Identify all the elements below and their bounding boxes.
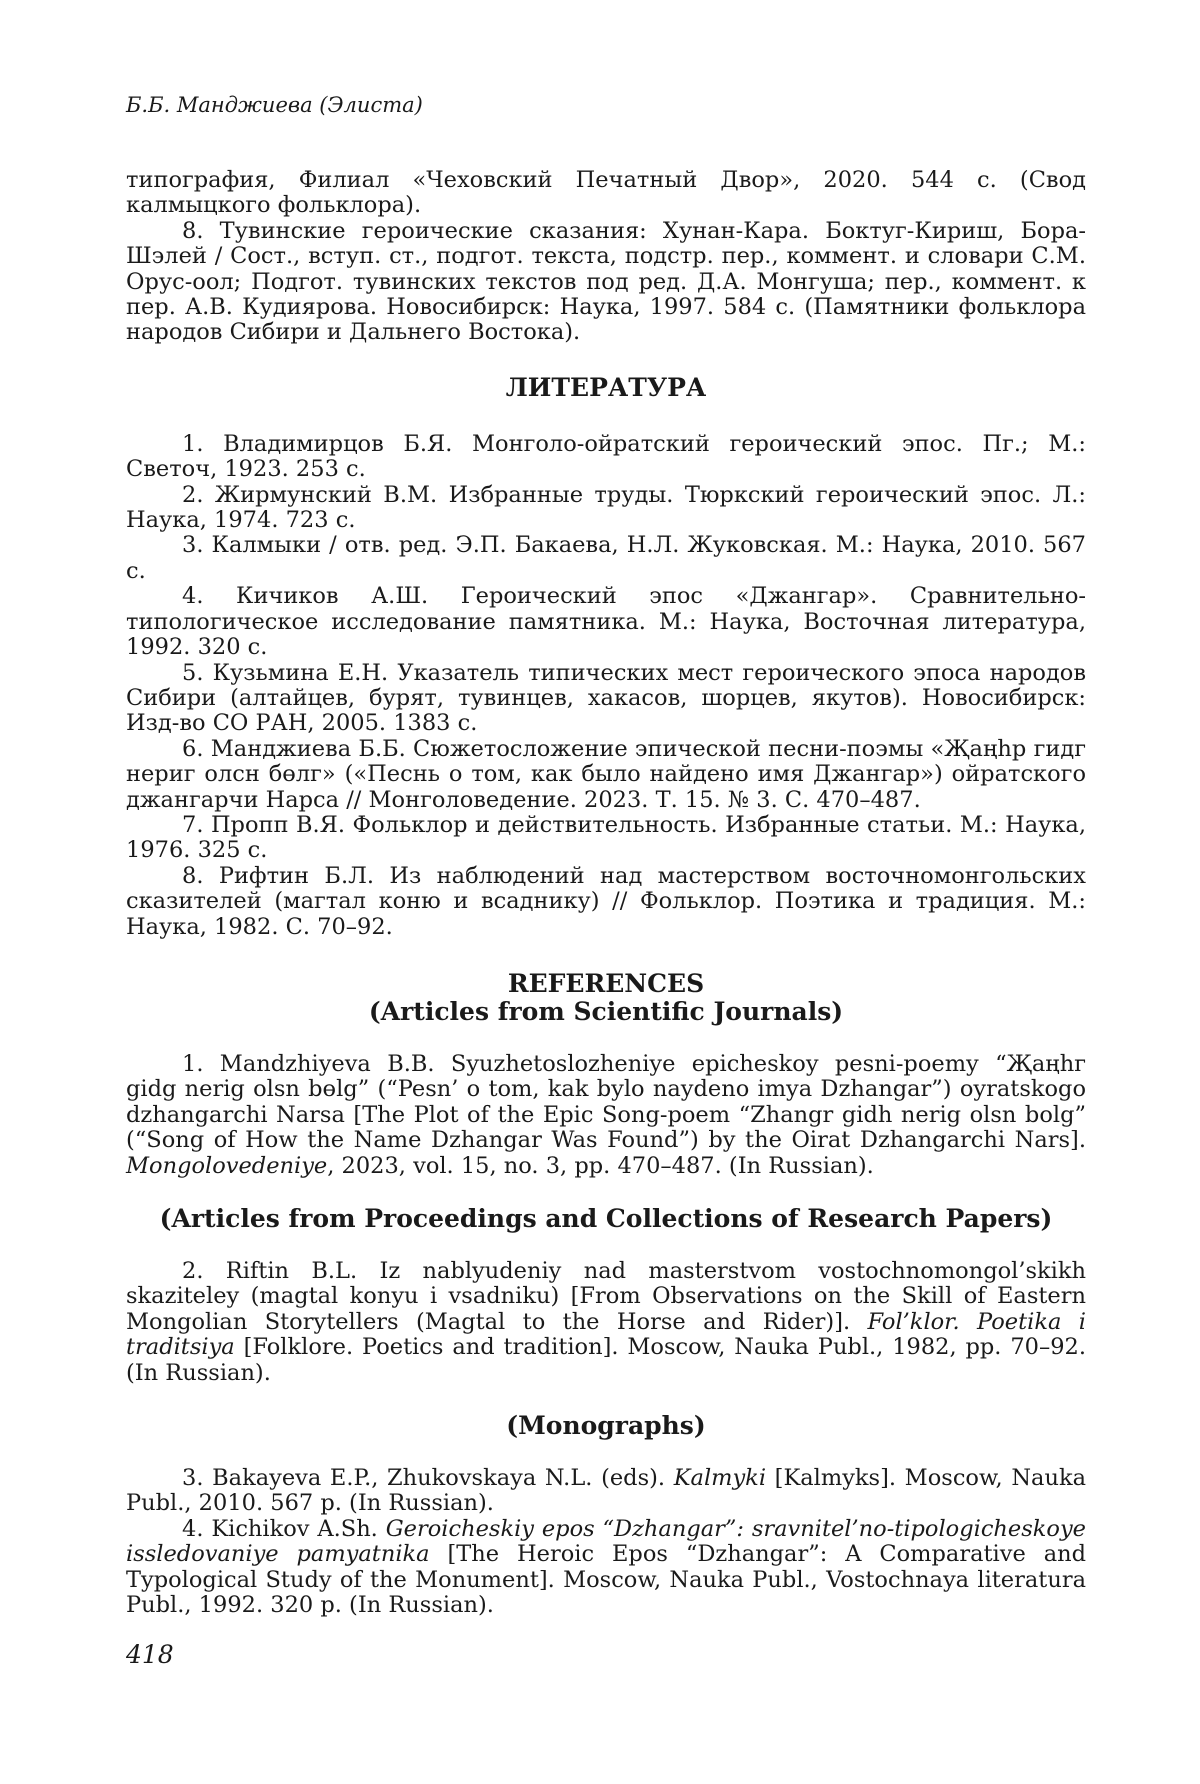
reference-item-1 xyxy=(126,1052,1086,1179)
ref2-text: 2. Riftin B.L. Iz nablyudeniy nad masterstvom vostochnomongol’skikh skaziteley (magtal konyu i vsadniku) [From Observations on the Skill of Eastern Mongolian Storytellers (Magtal to the Horse and Rider)]. xyxy=(126,1258,1086,1335)
page-number: 418 xyxy=(126,1640,174,1669)
ref2-title: Fol’klor. Poetika i traditsiya xyxy=(126,1309,1086,1360)
literature-item: 6. Манджиева Б.Б. Сюжетосложение эпической песни-поэмы «Җаңһр гидг нериг олсн бөлг» («Песнь о том, как было найдено имя Джангар») ойратского джангарчи Нарса // Монголоведение. 2023. Т. 15. № 3. С. 470–487. xyxy=(126,737,1086,813)
page-body xyxy=(126,168,1086,1618)
literature-heading: ЛИТЕРАТУРА xyxy=(126,374,1086,402)
literature-item: 7. Пропп В.Я. Фольклор и действительность. Избранные статьи. М.: Наука, 1976. 325 с. xyxy=(126,813,1086,864)
reference-item-2 xyxy=(126,1259,1086,1386)
literature-item: 3. Калмыки / отв. ред. Э.П. Бакаева, Н.Л. Жуковская. М.: Наука, 2010. 567 с. xyxy=(126,533,1086,584)
literature-item: 8. Рифтин Б.Л. Из наблюдений над мастерством восточномонгольских сказителей (магтал коню и всаднику) // Фольклор. Поэтика и традиция. М.: Наука, 1982. С. 70–92. xyxy=(126,864,1086,940)
ref1-text: 1. Mandzhiyeva B.B. Syuzhetoslozheniye epicheskoy pesni-poemy “Җаңһг gidg nerig olsn bөlg” (“Pesn’ o tom, kak bylo naydeno imya Dzhangar”) oyratskogo dzhangarchi Narsa [The Plot of the Epic Song-poem “Zhangr gidh nerig olsn bolg” (“Song of How the Name Dzhangar Was Found”) by the Oirat Dzhangarchi Nars]. xyxy=(126,1051,1086,1153)
ref1-details: , 2023, vol. 15, no. 3, pp. 470–487. (In Russian). xyxy=(327,1153,874,1179)
ref1-journal: Mongolovedeniye xyxy=(126,1153,327,1179)
reference-item-4 xyxy=(126,1517,1086,1619)
subheading-journals: (Articles from Scientific Journals) xyxy=(126,998,1086,1026)
references-heading: REFERENCES xyxy=(126,970,1086,998)
literature-item: 1. Владимирцов Б.Я. Монголо-ойратский героический эпос. Пг.; М.: Светоч, 1923. 253 с. xyxy=(126,432,1086,483)
literature-item: 4. Кичиков А.Ш. Героический эпос «Джангар». Сравнительно-типологическое исследование памятника. М.: Наука, Восточная литература, 1992. 320 с. xyxy=(126,584,1086,660)
reference-item-3 xyxy=(126,1466,1086,1517)
document-page xyxy=(0,0,1200,1784)
literature-item: 5. Кузьмина Е.Н. Указатель типических мест героического эпоса народов Сибири (алтайцев, бурят, тувинцев, хакасов, шорцев, якутов). Новосибирск: Изд-во СО РАН, 2005. 1383 с. xyxy=(126,661,1086,737)
subheading-proceedings: (Articles from Proceedings and Collections of Research Papers) xyxy=(126,1205,1086,1233)
ref4-text: 4. Kichikov A.Sh. xyxy=(182,1516,386,1542)
ref4-details: [The Heroic Epos “Dzhangar”: A Comparative and Typological Study of the Monument]. Moscow, Nauka Publ., Vostochnaya literatura Publ., 1992. 320 p. (In Russian). xyxy=(126,1541,1086,1618)
ref2-details: [Folklore. Poetics and tradition]. Moscow, Nauka Publ., 1982, pp. 70–92. (In Russian). xyxy=(126,1334,1086,1385)
ref4-title: Geroicheskiy epos “Dzhangar”: sravnitel’no-tipologicheskoye issledovaniye pamyatnika xyxy=(126,1516,1086,1567)
subheading-monographs: (Monographs) xyxy=(126,1412,1086,1440)
literature-list xyxy=(126,432,1086,940)
literature-item: 2. Жирмунский В.М. Избранные труды. Тюркский героический эпос. Л.: Наука, 1974. 723 с. xyxy=(126,483,1086,534)
sources-continuation: типография, Филиал «Чеховский Печатный Двор», 2020. 544 с. (Свод калмыцкого фольклора). xyxy=(126,168,1086,219)
running-header: Б.Б. Манджиева (Элиста) xyxy=(126,93,423,117)
ref3-details: [Kalmyks]. Moscow, Nauka Publ., 2010. 567 p. (In Russian). xyxy=(126,1465,1086,1516)
source-item-8: 8. Тувинские героические сказания: Хунан-Кара. Боктуг-Кириш, Бора-Шэлей / Сост., вступ. ст., подгот. текста, подстр. пер., коммент. и словари С.М. Орус-оол; Подгот. тувинских текстов под ред. Д.А. Монгуша; пер., коммент. к пер. А.В. Кудиярова. Новосибирск: Наука, 1997. 584 с. (Памятники фольклора народов Сибири и Дальнего Востока). xyxy=(126,219,1086,346)
ref3-title: Kalmyki xyxy=(674,1465,766,1491)
ref3-text: 3. Bakayeva E.P., Zhukovskaya N.L. (eds). xyxy=(182,1465,674,1491)
